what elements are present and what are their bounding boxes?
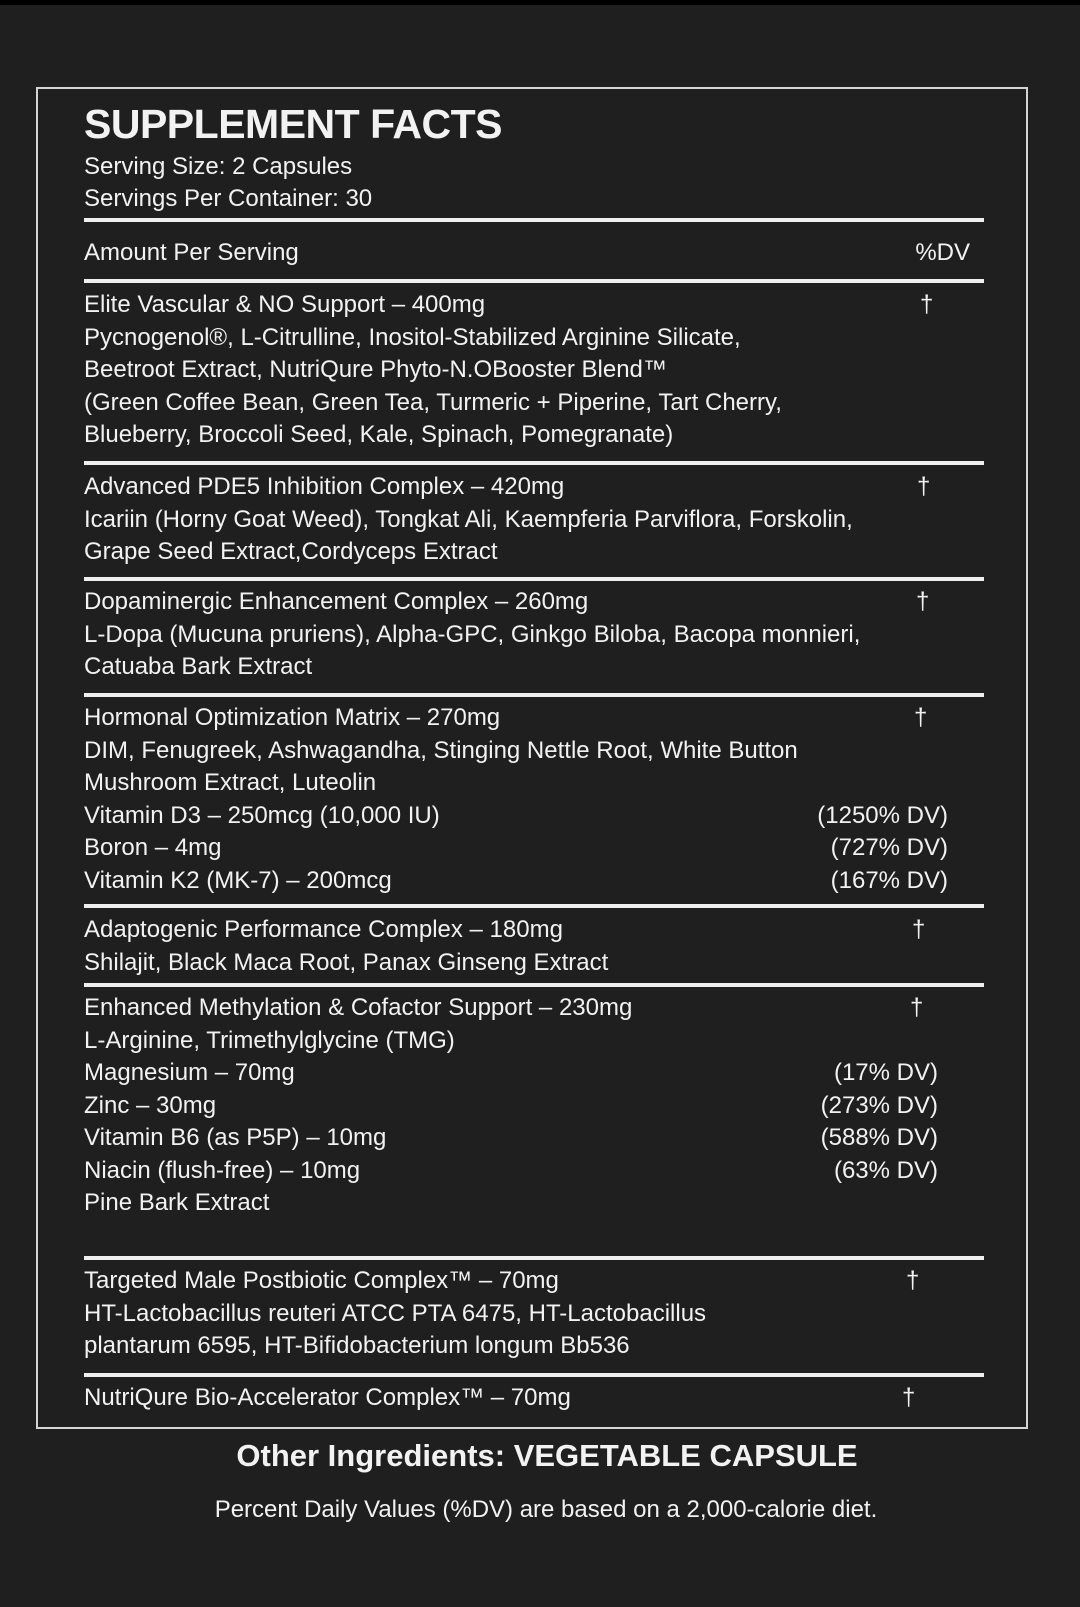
section-rule (84, 983, 984, 987)
section-title: Dopaminergic Enhancement Complex – 260mg † (84, 586, 984, 619)
nutrient-dv: (727% DV) (830, 834, 948, 861)
nutrient-name: Vitamin K2 (MK-7) – 200mcg (84, 866, 392, 894)
dagger-mark: † (916, 588, 930, 615)
ingredient-line: Pine Bark Extract (84, 1189, 270, 1216)
dv-footnote: Percent Daily Values (%DV) are based on a 2,000-calorie diet. (214, 1496, 878, 1523)
nutrient-name: Boron – 4mg (84, 834, 222, 861)
section-rule (84, 577, 984, 581)
nutrient-dv: (273% DV) (820, 1091, 938, 1119)
supplement-facts-panel (36, 87, 1028, 1429)
section-rule (84, 1256, 984, 1260)
dagger-mark: † (912, 916, 926, 943)
nutrient-row (84, 1122, 984, 1155)
section-rule (84, 461, 984, 465)
ingredient-section (84, 586, 984, 684)
nutrient-name: Magnesium – 70mg (84, 1059, 295, 1086)
ingredient-line: Blueberry, Broccoli Seed, Kale, Spinach, Pomegranate) (84, 421, 674, 448)
nutrient-row (84, 1155, 984, 1188)
ingredient-section (84, 1382, 984, 1415)
ingredient-section (84, 992, 984, 1220)
section-title: Hormonal Optimization Matrix – 270mg † (84, 702, 984, 735)
ingredient-line: Catuaba Bark Extract (84, 653, 313, 680)
ingredient-line: Grape Seed Extract,Cordyceps Extract (84, 538, 498, 565)
section-rule (84, 1373, 984, 1377)
nutrient-dv: (17% DV) (833, 1059, 938, 1086)
section-rule (84, 904, 984, 908)
dagger-mark: † (906, 1267, 920, 1294)
section-rule (84, 693, 984, 697)
ingredient-line: L-Dopa (Mucuna pruriens), Alpha-GPC, Ginkgo Biloba, Bacopa monnieri, (84, 620, 861, 648)
ingredient-line: Icariin (Horny Goat Weed), Tongkat Ali, Kaempferia Parviflora, Forskolin, (84, 505, 853, 533)
ingredient-section (84, 1265, 984, 1363)
serving-size: Serving Size: 2 Capsules (84, 153, 353, 180)
nutrient-row (84, 1057, 984, 1090)
dagger-mark: † (917, 473, 931, 500)
section-title: Targeted Male Postbiotic Complex™ – 70mg † (84, 1265, 984, 1298)
ingredient-line: DIM, Fenugreek, Ashwagandha, Stinging Nettle Root, White Button (84, 736, 798, 764)
ingredient-line: L-Arginine, Trimethylglycine (TMG) (84, 1026, 455, 1054)
nutrient-name: Vitamin B6 (as P5P) – 10mg (84, 1124, 387, 1151)
ingredient-section (84, 702, 984, 897)
section-title: NutriQure Bio-Accelerator Complex™ – 70mg † (84, 1382, 984, 1415)
header-rule (84, 218, 984, 222)
top-edge-bar (0, 0, 1080, 5)
ingredient-line: Beetroot Extract, NutriQure Phyto-N.OBooster Blend™ (84, 356, 667, 383)
ingredient-section (84, 914, 984, 979)
nutrient-row (84, 832, 984, 865)
dv-column-label: %DV (915, 239, 970, 266)
nutrient-dv: (1250% DV) (817, 801, 948, 829)
amount-per-serving-label: Amount Per Serving (84, 239, 299, 266)
dagger-mark: † (910, 994, 924, 1021)
ingredient-line: Shilajit, Black Maca Root, Panax Ginseng Extract (84, 948, 609, 976)
section-title: Enhanced Methylation & Cofactor Support – 230mg † (84, 992, 984, 1025)
ingredient-line: HT-Lactobacillus reuteri ATCC PTA 6475, HT-Lactobacillus (84, 1299, 707, 1327)
ingredient-line: plantarum 6595, HT-Bifidobacterium longum Bb536 (84, 1332, 630, 1359)
nutrient-name: Niacin (flush-free) – 10mg (84, 1156, 361, 1184)
ingredient-section (84, 471, 984, 569)
servings-per-container: Servings Per Container: 30 (84, 185, 373, 212)
section-title: Advanced PDE5 Inhibition Complex – 420mg † (84, 471, 984, 504)
nutrient-name: Vitamin D3 – 250mcg (10,000 IU) (84, 801, 440, 829)
amount-header-row (84, 237, 984, 269)
nutrient-dv: (167% DV) (830, 866, 948, 894)
dagger-mark: † (920, 291, 934, 318)
ingredient-line: Mushroom Extract, Luteolin (84, 769, 377, 796)
nutrient-row (84, 1090, 984, 1123)
section-title: Elite Vascular & NO Support – 400mg † (84, 289, 984, 322)
dagger-mark: † (914, 704, 928, 731)
dagger-mark: † (902, 1384, 916, 1411)
ingredient-line: (Green Coffee Bean, Green Tea, Turmeric + Piperine, Tart Cherry, (84, 388, 782, 416)
facts-title: SUPPLEMENT FACTS (84, 101, 502, 147)
section-title: Adaptogenic Performance Complex – 180mg † (84, 914, 984, 947)
serving-info (84, 151, 372, 215)
ingredient-section (84, 289, 984, 452)
nutrient-row (84, 865, 984, 898)
ingredient-line: Pycnogenol®, L-Citrulline, Inositol-Stabilized Arginine Silicate, (84, 323, 741, 351)
nutrient-row (84, 800, 984, 833)
nutrient-dv: (63% DV) (833, 1156, 938, 1184)
nutrient-name: Zinc – 30mg (84, 1091, 217, 1119)
other-ingredients: Other Ingredients: VEGETABLE CAPSULE (236, 1438, 858, 1473)
nutrient-dv: (588% DV) (820, 1124, 938, 1151)
section-rule (84, 279, 984, 283)
